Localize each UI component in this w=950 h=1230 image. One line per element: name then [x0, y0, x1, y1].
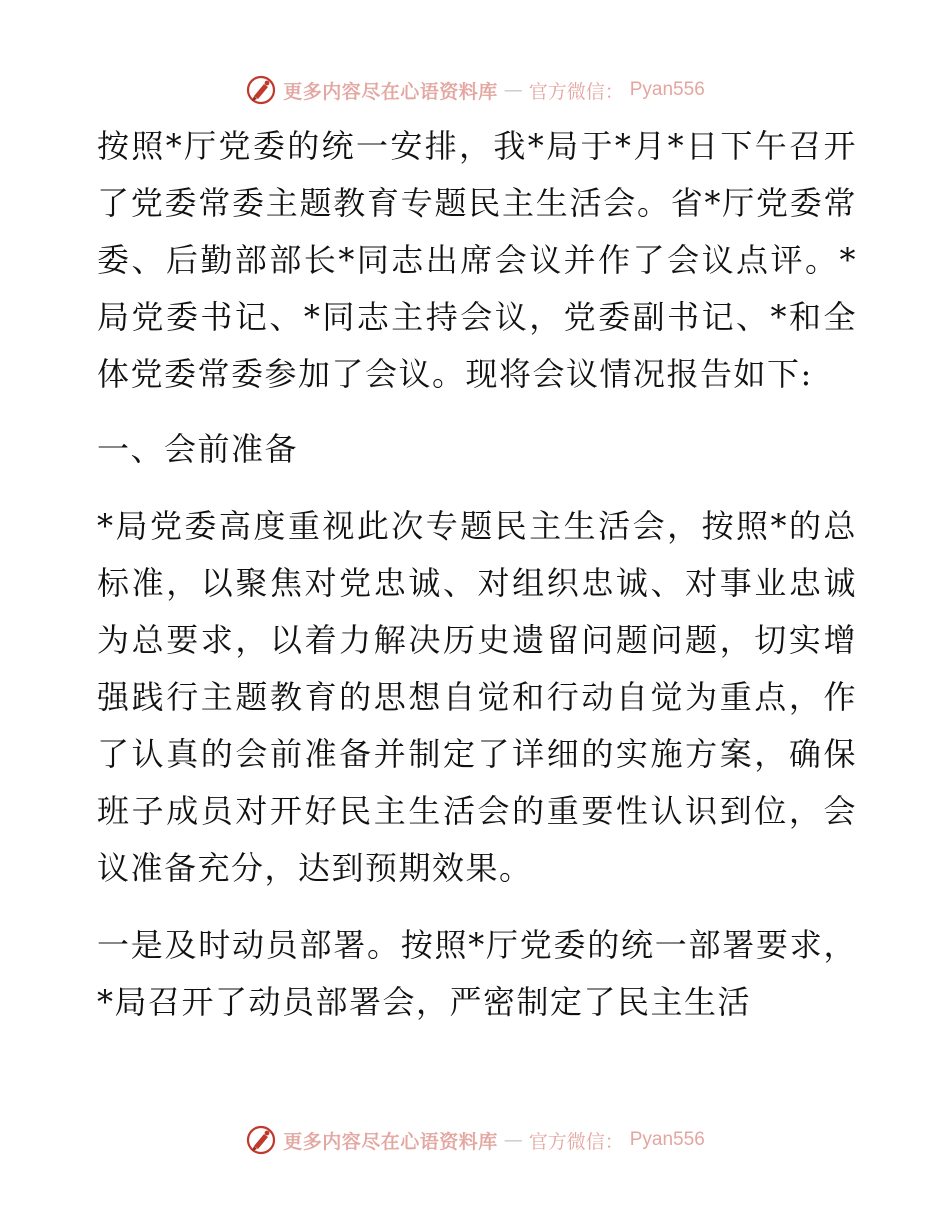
watermark-text: 更多内容尽在心语资料库 [283, 80, 498, 103]
watermark-wechat-id: Pyan556 [629, 1129, 705, 1150]
watermark-wechat-label: 官方微信： [528, 80, 624, 103]
pen-logo-icon [245, 74, 277, 106]
watermark-text: 更多内容尽在心语资料库 [283, 1130, 498, 1153]
watermark-wechat-id: Pyan556 [629, 79, 705, 100]
intro-paragraph: 按照*厅党委的统一安排，我*局于*月*日下午召开了党委常委主题教育专题民主生活会。省*厅党委常委、后勤部部长*同志出席会议并作了会议点评。*局党委书记、*同志主持会议，党委副书记、*和全体党委常委参加了会议。现将会议情况报告如下: [97, 127, 857, 393]
point-paragraph: 一是及时动员部署。按照*厅党委的统一部署要求，*局召开了动员部署会，严密制定了民主生活 [97, 926, 857, 1021]
watermark-dash: — [503, 79, 523, 101]
watermark-dash: — [503, 1129, 523, 1151]
pen-logo-icon [245, 1124, 277, 1156]
watermark-wechat-label: 官方微信： [528, 1130, 624, 1153]
document-body [97, 118, 857, 1031]
watermark-header [0, 72, 950, 108]
section-paragraph: *局党委高度重视此次专题民主生活会，按照*的总标准，以聚焦对党忠诚、对组织忠诚、对事业忠诚为总要求，以着力解决历史遗留问题问题，切实增强践行主题教育的思想自觉和行动自觉为重点，作了认真的会前准备并制定了详细的实施方案，确保班子成员对开好民主生活会的重要性认识到位，会议准备充分，达到预期效果。 [97, 507, 857, 887]
section-heading: 一、会前准备 [97, 430, 299, 468]
watermark-footer [0, 1122, 950, 1158]
